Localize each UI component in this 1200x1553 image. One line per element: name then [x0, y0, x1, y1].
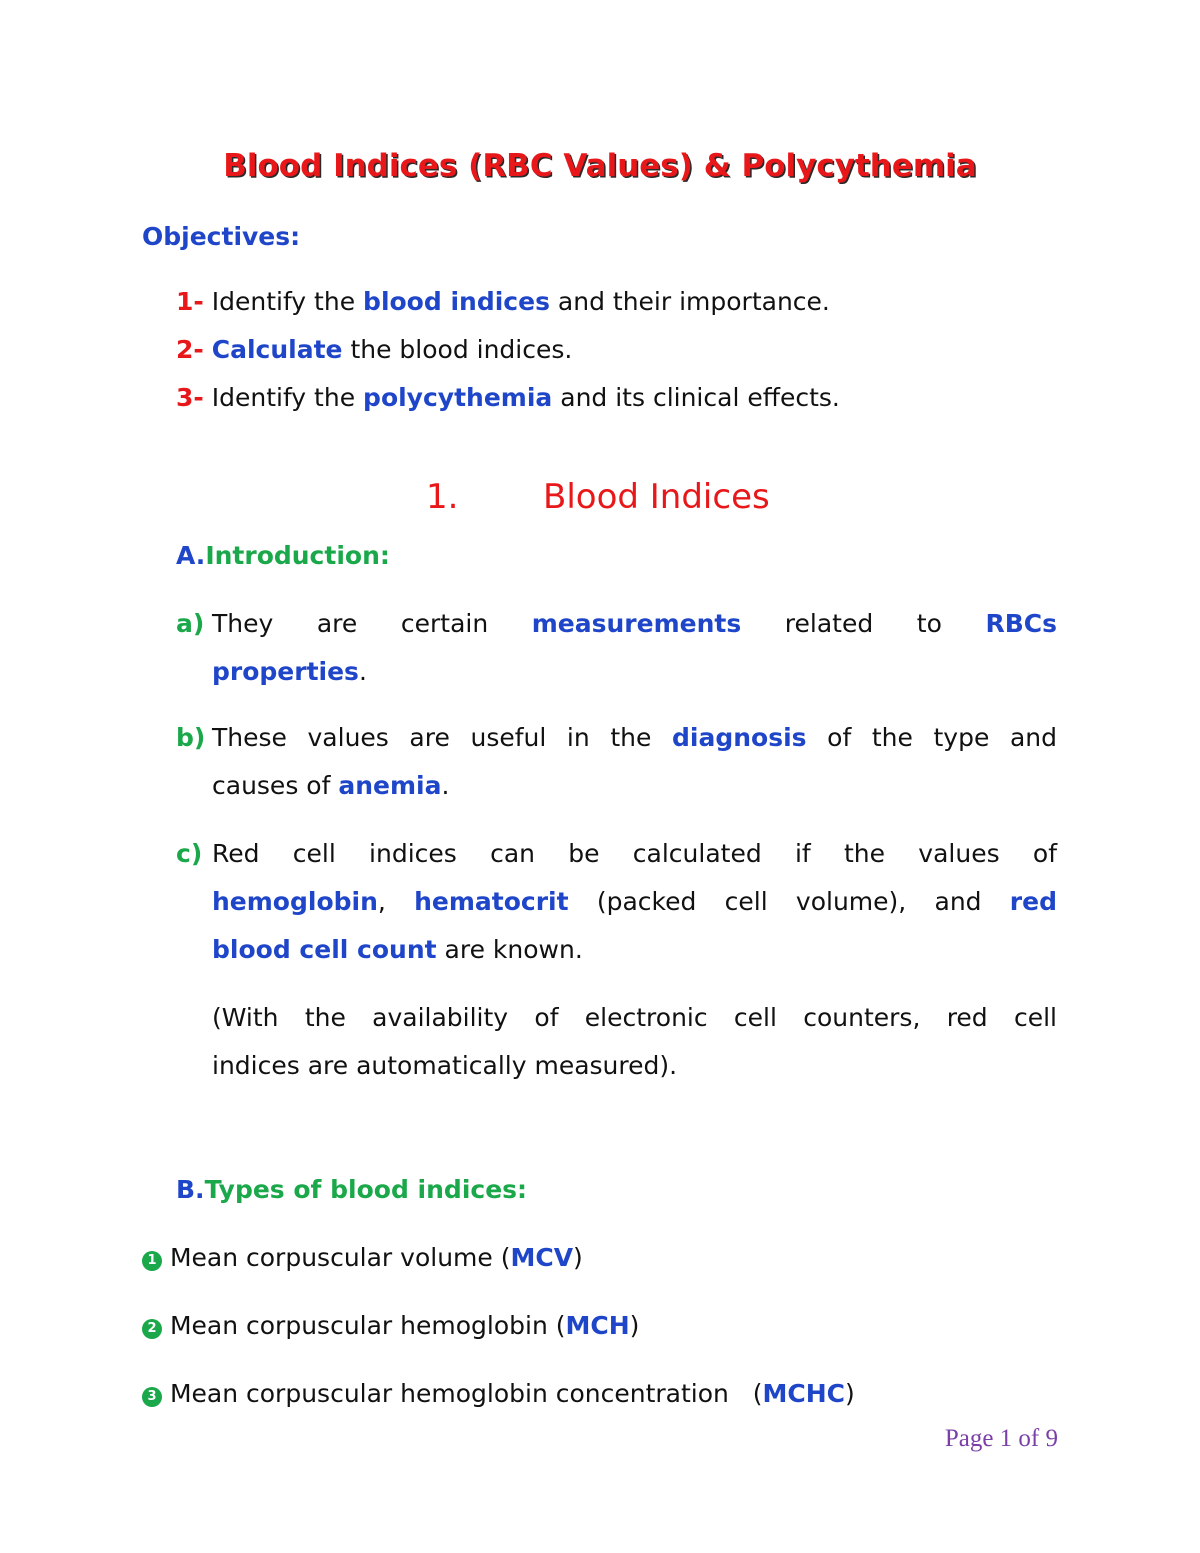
subsection-letter: A. — [176, 541, 206, 570]
subsection-b-heading — [176, 1175, 527, 1205]
objective-item-2 — [176, 335, 572, 365]
item-c-line-1: Red cell indices can be calculated if the values of — [212, 839, 1057, 868]
objective-keyword: blood indices — [363, 287, 550, 316]
text-word: are — [316, 609, 358, 638]
text-punct: , — [377, 887, 386, 916]
index-item-mchc — [142, 1379, 855, 1409]
text: causes of — [212, 771, 331, 800]
index-item-mcv — [142, 1243, 583, 1273]
keyword: blood cell count — [212, 935, 437, 964]
page-current: 1 — [999, 1425, 1013, 1452]
text-word: to — [916, 609, 942, 638]
section-number: 1. — [426, 477, 459, 517]
keyword: hemoglobin — [212, 887, 378, 916]
index-close: ) — [629, 1311, 640, 1340]
subsection-title: Types of blood indices: — [204, 1175, 528, 1204]
text: These values are useful in the — [212, 723, 652, 752]
subsection-title: Introduction: — [205, 541, 390, 570]
objective-keyword: Calculate — [211, 335, 343, 364]
keyword: diagnosis — [671, 723, 807, 752]
index-abbreviation: MCHC — [762, 1379, 845, 1408]
keyword: anemia — [338, 771, 442, 800]
numbered-bullet-icon: 2 — [142, 1319, 162, 1339]
text: are known. — [444, 935, 583, 964]
document-title: Blood Indices (RBC Values) & Polycythemia — [223, 148, 977, 184]
index-close: ) — [573, 1243, 583, 1272]
text: (packed cell volume), and — [596, 887, 982, 916]
objective-item-1 — [176, 287, 830, 317]
objective-number: 2- — [176, 335, 204, 364]
keyword: RBCs — [985, 609, 1058, 638]
page-total: 9 — [1045, 1425, 1058, 1452]
objective-text: and its clinical effects. — [560, 383, 840, 412]
text-punct: . — [441, 771, 450, 800]
item-c-line-2 — [212, 887, 1057, 917]
page-number — [945, 1425, 1058, 1453]
subsection-letter: B. — [176, 1175, 205, 1204]
page-of-label: of — [1018, 1425, 1040, 1452]
index-text: Mean corpuscular hemoglobin concentration ( — [169, 1379, 763, 1408]
item-b-line-2 — [212, 771, 449, 801]
section-title: Blood Indices — [543, 477, 770, 517]
keyword: properties — [212, 657, 359, 686]
text-word: related — [784, 609, 874, 638]
index-text: Mean corpuscular hemoglobin ( — [169, 1311, 566, 1340]
numbered-bullet-icon: 1 — [142, 1251, 162, 1271]
objective-number: 3- — [176, 383, 204, 412]
item-marker-a: a) — [176, 609, 205, 638]
index-abbreviation: MCH — [565, 1311, 630, 1340]
index-item-mch — [142, 1311, 639, 1341]
text-word: They — [212, 609, 274, 638]
text: of the type and — [827, 723, 1057, 752]
objective-text: Identify the — [211, 383, 356, 412]
objective-text: and their importance. — [557, 287, 830, 316]
item-marker-c: c) — [176, 839, 203, 868]
objective-text: Identify the — [211, 287, 356, 316]
subsection-a-heading — [176, 541, 390, 571]
text-word: certain — [400, 609, 489, 638]
keyword: measurements — [531, 609, 742, 638]
objective-text: the blood indices. — [350, 335, 573, 364]
item-c-line-3 — [212, 935, 583, 965]
index-text: Mean corpuscular volume ( — [169, 1243, 511, 1272]
objective-keyword: polycythemia — [363, 383, 553, 412]
keyword: hematocrit — [414, 887, 569, 916]
index-abbreviation: MCV — [510, 1243, 574, 1272]
item-b-line-1 — [212, 723, 1057, 753]
note-line-2: indices are automatically measured). — [212, 1051, 678, 1080]
index-close: ) — [844, 1379, 855, 1408]
item-a-line-2 — [212, 657, 367, 687]
keyword: red — [1009, 887, 1057, 916]
objectives-heading: Objectives: — [142, 222, 301, 251]
objective-item-3 — [176, 383, 840, 413]
numbered-bullet-icon: 3 — [142, 1387, 162, 1407]
text-punct: . — [358, 657, 367, 686]
note-line-1: (With the availability of electronic cell counters, red cell — [212, 1003, 1057, 1032]
item-a-line-1 — [212, 609, 1057, 639]
item-marker-b: b) — [176, 723, 206, 752]
objective-number: 1- — [176, 287, 204, 316]
page-label: Page — [944, 1425, 994, 1452]
